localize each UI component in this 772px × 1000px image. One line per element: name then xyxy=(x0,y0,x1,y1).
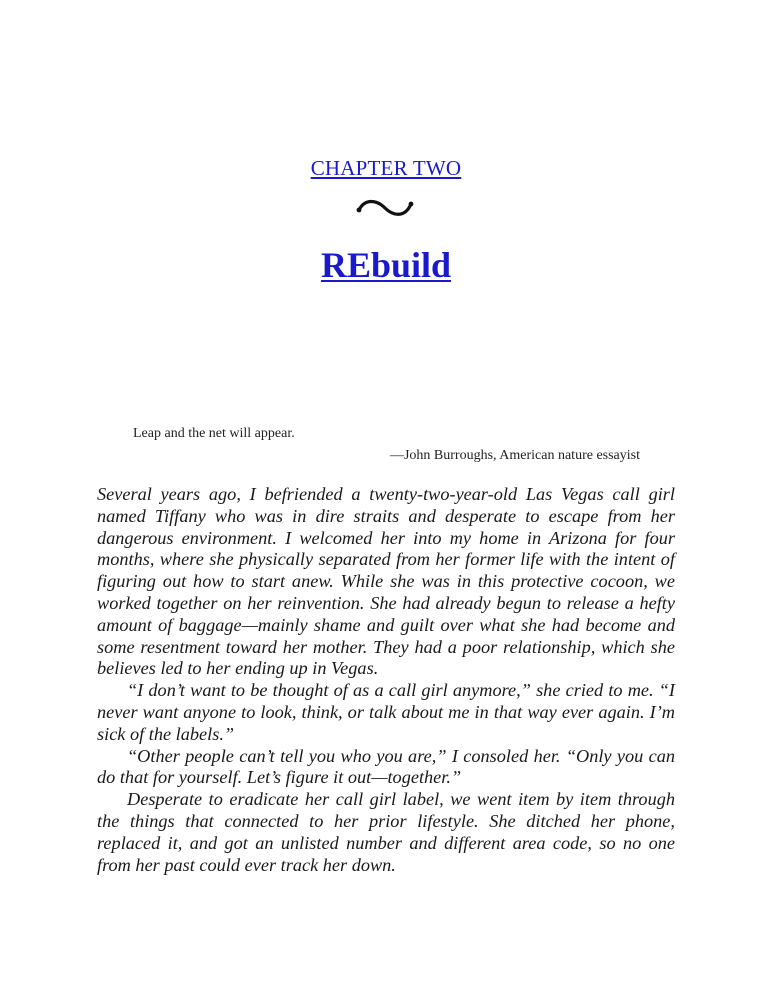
body-paragraph-4: Desperate to eradicate her call girl label, we went item by item through the things that connected to her prior lifestyle. She ditched her phone, replaced it, and got an unlisted number and different area code, so no one from her past could ever track her down. xyxy=(97,789,675,875)
epigraph-attribution: —John Burroughs, American nature essayist xyxy=(389,448,640,463)
body-paragraph-2: “I don’t want to be thought of as a call girl anymore,” she cried to me. “I never want anyone to look, think, or talk about me in that way ever again. I’m sick of the labels.” xyxy=(97,680,675,744)
body-paragraph-3: “Other people can’t tell you who you are,” I consoled her. “Only you can do that for yourself. Let’s figure it out—together.” xyxy=(97,745,675,788)
epigraph-quote: Leap and the net will appear. xyxy=(133,426,295,441)
chapter-title[interactable]: REbuild xyxy=(320,245,452,285)
tilde-swash-ornament-icon xyxy=(355,196,415,220)
body-paragraph-1: Several years ago, I befriended a twenty-two-year-old Las Vegas call girl named Tiffany who was in dire straits and desperate to escape from her dangerous environment. I welcomed her into my home in Arizona for four months, where she physically separated from her former life with the intent of figuring out how to start anew. While she was in this protective cocoon, we worked together on her reinvention. She had already begun to release a hefty amount of baggage—mainly shame and guilt over what she had become and some resentment toward her mother. They had a poor relationship, which she believes led to her ending up in Vegas. xyxy=(97,484,675,679)
chapter-number-heading[interactable]: CHAPTER TWO xyxy=(310,156,462,180)
chapter-body xyxy=(97,484,675,876)
